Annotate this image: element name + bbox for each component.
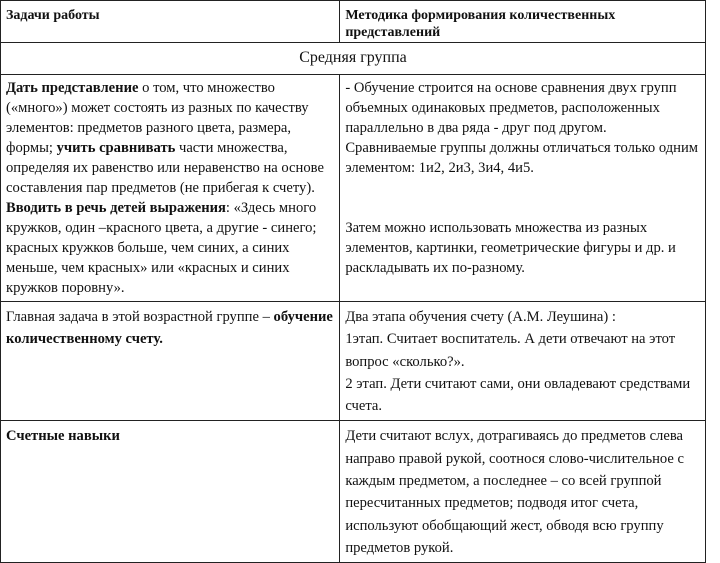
method-paragraph-2: 1этап. Считает воспитатель. А дети отвечают на этот вопрос «сколько?». (345, 331, 676, 370)
task-bold-3: Вводить в речь детей выражения (6, 200, 226, 216)
method-paragraph-2: Затем можно использовать множества из разных элементов, картинки, геометрические фигуры и др. и раскладывать их по-разному. (345, 220, 676, 276)
method-cell (340, 75, 706, 302)
group-row (1, 43, 706, 75)
method-paragraph-1: Два этапа обучения счету (А.М. Леушина) : (345, 309, 616, 325)
task-cell (1, 302, 340, 421)
method-paragraph-1: - Обучение строится на основе сравнения двух групп объемных одинаковых предметов, расположенных параллельно в два ряда - друг под другом. Сравниваемые группы должны отличаться только одним элементом: 1и2, 2и3, 3и4, 4и5. (345, 80, 698, 176)
task-text-3: : «Здесь много кружков, один –красного цвета, а другие - синего; красных кружков больше, чем синих, а синих меньше, чем красных» или «красных и синих кружков поровну». (6, 200, 317, 296)
header-tasks: Задачи работы (1, 1, 340, 43)
method-cell (340, 421, 706, 563)
table-row (1, 302, 706, 421)
task-cell (1, 75, 340, 302)
header-method: Методика формирования количественных представлений (340, 1, 706, 43)
task-bold-1: Дать представление (6, 80, 139, 96)
group-title: Средняя группа (1, 43, 706, 75)
header-row (1, 1, 706, 43)
task-cell (1, 421, 340, 563)
method-paragraph-3: 2 этап. Дети считают сами, они овладевают средствами счета. (345, 375, 691, 415)
task-bold: Счетные навыки (6, 428, 120, 445)
task-text-2: части множества, определяя их равенство или неравенство на основе составления пар предметов (не прибегая к счету). (6, 140, 324, 196)
task-text: Главная задача в этой возрастной группе – (6, 309, 270, 325)
task-text-1: о том, что множество («много») может состоять из разных по качеству элементов: предметов разного цвета, размера, формы; (6, 80, 309, 156)
method-paragraph-1: Дети считают вслух, дотрагиваясь до предметов слева направо правой рукой, соотнося слово-числительное с каждым предметом, а последнее – со всей группой пересчитанных предметов; подводя итог счета, используют обобщающий жест, обводя всю группу предметов рукой. (345, 428, 684, 556)
task-bold: обучение количественному счету. (6, 309, 333, 348)
table-row (1, 75, 706, 302)
table-row (1, 421, 706, 563)
task-bold-2: учить сравнивать (56, 140, 176, 156)
method-cell (340, 302, 706, 421)
